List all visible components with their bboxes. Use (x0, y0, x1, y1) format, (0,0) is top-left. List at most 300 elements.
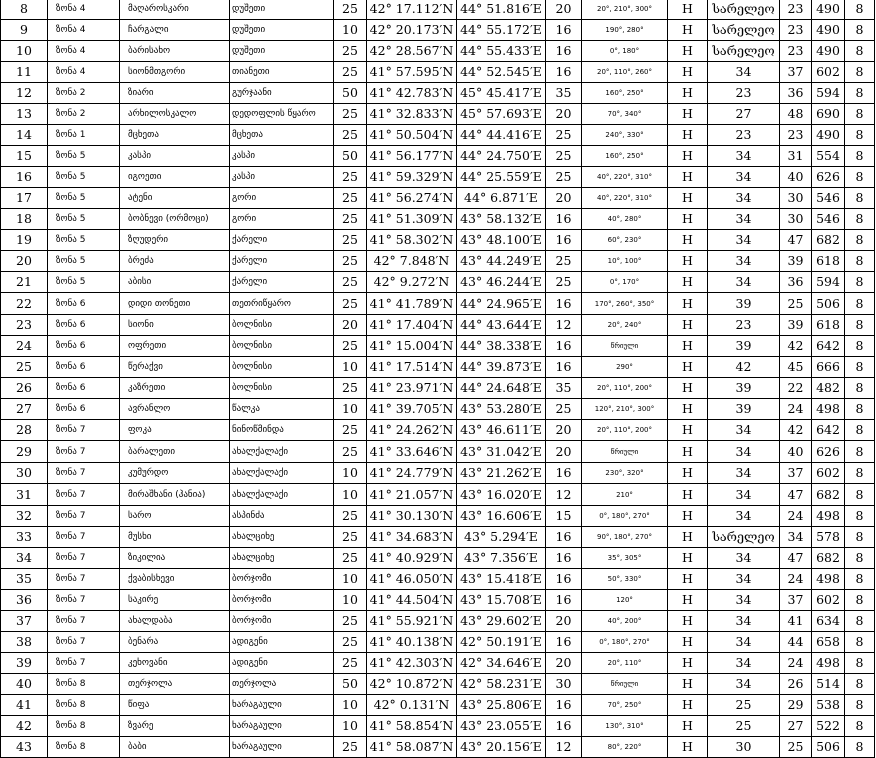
table-row (1, 209, 875, 230)
zone-cell: ზონა 7 (48, 548, 120, 569)
height-cell: 25 (334, 548, 367, 569)
channel-cell: 25 (708, 716, 780, 737)
channel-cell: 34 (708, 209, 780, 230)
table-row (1, 315, 875, 336)
polarization-cell: H (668, 463, 708, 484)
longitude-cell: 43° 21.262′E (457, 463, 546, 484)
azimuth-cell: 20°, 210°, 300° (582, 0, 668, 20)
channel-cell: 34 (708, 441, 780, 463)
frequency-cell: 682 (812, 484, 845, 506)
frequency-cell: 498 (812, 399, 845, 420)
polarization-cell: H (668, 41, 708, 62)
power-cell: 16 (546, 62, 582, 83)
latitude-cell: 41° 56.177′N (367, 146, 457, 167)
district-name: ბოლნისი (230, 315, 334, 336)
frequency-cell: 538 (812, 695, 845, 716)
frequency-cell: 498 (812, 506, 845, 527)
latitude-cell: 42° 17.112′N (367, 0, 457, 20)
channel-number-cell: 42 (780, 420, 812, 441)
location-name: ფოკა (120, 420, 230, 441)
value-cell: 8 (845, 611, 875, 632)
row-number: 29 (1, 441, 48, 463)
height-cell: 25 (334, 41, 367, 62)
polarization-cell: H (668, 272, 708, 293)
frequency-cell: 514 (812, 674, 845, 695)
latitude-cell: 41° 56.274′N (367, 188, 457, 209)
district-name: ქარელი (230, 251, 334, 272)
power-cell: 30 (546, 674, 582, 695)
height-cell: 25 (334, 632, 367, 653)
zone-cell: ზონა 4 (48, 20, 120, 41)
district-name: ბორჯომი (230, 611, 334, 632)
row-number: 10 (1, 41, 48, 62)
azimuth-cell: 80°, 220° (582, 737, 668, 758)
value-cell: 8 (845, 378, 875, 399)
frequency-cell: 642 (812, 336, 845, 357)
table-row (1, 463, 875, 484)
row-number: 23 (1, 315, 48, 336)
row-number: 31 (1, 484, 48, 506)
location-name: ზიარი (120, 83, 230, 104)
location-name: ატენი (120, 188, 230, 209)
channel-cell: 34 (708, 62, 780, 83)
longitude-cell: 44° 44.416′E (457, 125, 546, 146)
district-name: ახალციხე (230, 548, 334, 569)
power-cell: 16 (546, 716, 582, 737)
longitude-cell: 43° 46.611′E (457, 420, 546, 441)
zone-cell: ზონა 5 (48, 146, 120, 167)
channel-number-cell: 40 (780, 167, 812, 188)
power-cell: 16 (546, 41, 582, 62)
value-cell: 8 (845, 484, 875, 506)
value-cell: 8 (845, 548, 875, 569)
channel-cell: 34 (708, 272, 780, 293)
table-row (1, 251, 875, 272)
district-name: კასპი (230, 146, 334, 167)
channel-cell: 42 (708, 357, 780, 378)
power-cell: 20 (546, 188, 582, 209)
frequency-cell: 666 (812, 357, 845, 378)
row-number: 41 (1, 695, 48, 716)
district-name: თეთრიწყარო (230, 293, 334, 315)
frequency-cell: 594 (812, 272, 845, 293)
channel-cell: 34 (708, 653, 780, 674)
channel-cell: 34 (708, 146, 780, 167)
location-name: ბრეძა (120, 251, 230, 272)
zone-cell: ზონა 6 (48, 399, 120, 420)
latitude-cell: 41° 41.789′N (367, 293, 457, 315)
location-name: იგოეთი (120, 167, 230, 188)
channel-number-cell: 24 (780, 653, 812, 674)
polarization-cell: H (668, 399, 708, 420)
value-cell: 8 (845, 0, 875, 20)
height-cell: 25 (334, 653, 367, 674)
frequency-cell: 690 (812, 104, 845, 125)
latitude-cell: 41° 57.595′N (367, 62, 457, 83)
location-name: ქვაბისხევი (120, 569, 230, 590)
azimuth-cell: 170°, 260°, 350° (582, 293, 668, 315)
latitude-cell: 41° 58.302′N (367, 230, 457, 251)
channel-cell: 34 (708, 167, 780, 188)
longitude-cell: 43° 20.156′E (457, 737, 546, 758)
channel-cell: სარელეო (708, 41, 780, 62)
height-cell: 25 (334, 378, 367, 399)
power-cell: 25 (546, 125, 582, 146)
power-cell: 25 (546, 251, 582, 272)
azimuth-cell: 40°, 200° (582, 611, 668, 632)
channel-cell: 27 (708, 104, 780, 125)
azimuth-cell: 10°, 100° (582, 251, 668, 272)
channel-cell: 39 (708, 378, 780, 399)
frequency-cell: 618 (812, 315, 845, 336)
latitude-cell: 41° 58.087′N (367, 737, 457, 758)
frequency-cell: 490 (812, 20, 845, 41)
height-cell: 50 (334, 146, 367, 167)
azimuth-cell: 20°, 240° (582, 315, 668, 336)
table-row (1, 548, 875, 569)
longitude-cell: 42° 34.646′E (457, 653, 546, 674)
polarization-cell: H (668, 146, 708, 167)
row-number: 18 (1, 209, 48, 230)
latitude-cell: 41° 59.329′N (367, 167, 457, 188)
power-cell: 20 (546, 0, 582, 20)
azimuth-cell: 0°, 180° (582, 41, 668, 62)
latitude-cell: 41° 34.683′N (367, 527, 457, 548)
power-cell: 12 (546, 484, 582, 506)
location-name: სიონმთგორი (120, 62, 230, 83)
table-row (1, 0, 875, 20)
latitude-cell: 41° 23.971′N (367, 378, 457, 399)
row-number: 40 (1, 674, 48, 695)
latitude-cell: 41° 50.504′N (367, 125, 457, 146)
location-name: ბენარა (120, 632, 230, 653)
frequency-cell: 554 (812, 146, 845, 167)
table-row (1, 188, 875, 209)
frequency-cell: 682 (812, 230, 845, 251)
power-cell: 16 (546, 209, 582, 230)
frequency-cell: 626 (812, 167, 845, 188)
height-cell: 10 (334, 590, 367, 611)
azimuth-cell: 230°, 320° (582, 463, 668, 484)
longitude-cell: 42° 50.191′E (457, 632, 546, 653)
azimuth-cell: 160°, 250° (582, 146, 668, 167)
channel-cell: 34 (708, 590, 780, 611)
frequency-cell: 490 (812, 41, 845, 62)
district-name: თიანეთი (230, 62, 334, 83)
zone-cell: ზონა 2 (48, 83, 120, 104)
azimuth-cell: 120° (582, 590, 668, 611)
row-number: 16 (1, 167, 48, 188)
zone-cell: ზონა 4 (48, 62, 120, 83)
district-name: წალკა (230, 399, 334, 420)
latitude-cell: 41° 15.004′N (367, 336, 457, 357)
azimuth-cell: 60°, 230° (582, 230, 668, 251)
table-row (1, 62, 875, 83)
latitude-cell: 41° 40.138′N (367, 632, 457, 653)
longitude-cell: 44° 55.172′E (457, 20, 546, 41)
table-row (1, 125, 875, 146)
channel-number-cell: 47 (780, 484, 812, 506)
polarization-cell: H (668, 420, 708, 441)
longitude-cell: 43° 53.280′E (457, 399, 546, 420)
location-name: არხილოსკალო (120, 104, 230, 125)
value-cell: 8 (845, 20, 875, 41)
row-number: 36 (1, 590, 48, 611)
latitude-cell: 41° 24.262′N (367, 420, 457, 441)
longitude-cell: 44° 51.816′E (457, 0, 546, 20)
table-row (1, 611, 875, 632)
zone-cell: ზონა 5 (48, 188, 120, 209)
district-name: ხარაგაული (230, 695, 334, 716)
azimuth-cell: 240°, 330° (582, 125, 668, 146)
district-name: ბოლნისი (230, 378, 334, 399)
row-number: 15 (1, 146, 48, 167)
location-name: ზიკილია (120, 548, 230, 569)
table-row (1, 653, 875, 674)
azimuth-cell: წრიული (582, 674, 668, 695)
district-name: ნინოწმინდა (230, 420, 334, 441)
value-cell: 8 (845, 230, 875, 251)
table-row (1, 484, 875, 506)
value-cell: 8 (845, 41, 875, 62)
channel-number-cell: 37 (780, 463, 812, 484)
district-name: ბორჯომი (230, 590, 334, 611)
polarization-cell: H (668, 357, 708, 378)
channel-number-cell: 30 (780, 209, 812, 230)
channel-number-cell: 31 (780, 146, 812, 167)
polarization-cell: H (668, 590, 708, 611)
polarization-cell: H (668, 104, 708, 125)
value-cell: 8 (845, 632, 875, 653)
power-cell: 16 (546, 569, 582, 590)
value-cell: 8 (845, 695, 875, 716)
district-name: გორი (230, 188, 334, 209)
polarization-cell: H (668, 378, 708, 399)
location-name: მუსხი (120, 527, 230, 548)
value-cell: 8 (845, 188, 875, 209)
value-cell: 8 (845, 146, 875, 167)
value-cell: 8 (845, 104, 875, 125)
power-cell: 25 (546, 167, 582, 188)
frequency-cell: 602 (812, 62, 845, 83)
channel-cell: 39 (708, 336, 780, 357)
location-name: ოფრეთი (120, 336, 230, 357)
location-name: ბარისახო (120, 41, 230, 62)
frequency-cell: 546 (812, 188, 845, 209)
frequency-cell: 602 (812, 590, 845, 611)
latitude-cell: 42° 0.131′N (367, 695, 457, 716)
row-number: 17 (1, 188, 48, 209)
row-number: 34 (1, 548, 48, 569)
zone-cell: ზონა 7 (48, 420, 120, 441)
longitude-cell: 44° 43.644′E (457, 315, 546, 336)
district-name: ბოლნისი (230, 357, 334, 378)
frequency-cell: 578 (812, 527, 845, 548)
district-name: დუშეთი (230, 41, 334, 62)
azimuth-cell: 120°, 210°, 300° (582, 399, 668, 420)
power-cell: 16 (546, 548, 582, 569)
table-row (1, 272, 875, 293)
longitude-cell: 43° 16.020′E (457, 484, 546, 506)
longitude-cell: 44° 25.559′E (457, 167, 546, 188)
value-cell: 8 (845, 209, 875, 230)
row-number: 32 (1, 506, 48, 527)
table-row (1, 20, 875, 41)
location-name: ჩარგალი (120, 20, 230, 41)
channel-number-cell: 23 (780, 125, 812, 146)
height-cell: 25 (334, 209, 367, 230)
value-cell: 8 (845, 125, 875, 146)
polarization-cell: H (668, 506, 708, 527)
height-cell: 25 (334, 441, 367, 463)
location-name: ახალდაბა (120, 611, 230, 632)
power-cell: 16 (546, 590, 582, 611)
table-row (1, 506, 875, 527)
height-cell: 25 (334, 167, 367, 188)
longitude-cell: 43° 44.249′E (457, 251, 546, 272)
channel-cell: 34 (708, 188, 780, 209)
value-cell: 8 (845, 399, 875, 420)
longitude-cell: 42° 58.231′E (457, 674, 546, 695)
height-cell: 25 (334, 293, 367, 315)
power-cell: 20 (546, 104, 582, 125)
channel-number-cell: 39 (780, 315, 812, 336)
table-row (1, 83, 875, 104)
channel-cell: 34 (708, 569, 780, 590)
height-cell: 10 (334, 716, 367, 737)
channel-cell: 39 (708, 399, 780, 420)
power-cell: 25 (546, 146, 582, 167)
location-name: სიონი (120, 315, 230, 336)
height-cell: 10 (334, 463, 367, 484)
row-number: 43 (1, 737, 48, 758)
channel-number-cell: 47 (780, 230, 812, 251)
table-row (1, 527, 875, 548)
polarization-cell: H (668, 716, 708, 737)
table-row (1, 357, 875, 378)
channel-cell: 34 (708, 506, 780, 527)
value-cell: 8 (845, 315, 875, 336)
height-cell: 25 (334, 62, 367, 83)
polarization-cell: H (668, 251, 708, 272)
value-cell: 8 (845, 272, 875, 293)
channel-number-cell: 36 (780, 83, 812, 104)
power-cell: 16 (546, 20, 582, 41)
longitude-cell: 44° 6.871′E (457, 188, 546, 209)
location-name: ბაბი (120, 737, 230, 758)
location-name: თერჯოლა (120, 674, 230, 695)
row-number: 30 (1, 463, 48, 484)
district-name: ბორჯომი (230, 569, 334, 590)
azimuth-cell: 40°, 220°, 310° (582, 188, 668, 209)
latitude-cell: 41° 39.705′N (367, 399, 457, 420)
district-name: ქარელი (230, 272, 334, 293)
zone-cell: ზონა 5 (48, 209, 120, 230)
value-cell: 8 (845, 463, 875, 484)
location-name: ბარალეთი (120, 441, 230, 463)
longitude-cell: 43° 31.042′E (457, 441, 546, 463)
polarization-cell: H (668, 167, 708, 188)
channel-number-cell: 44 (780, 632, 812, 653)
azimuth-cell: 0°, 180°, 270° (582, 632, 668, 653)
zone-cell: ზონა 6 (48, 378, 120, 399)
power-cell: 16 (546, 463, 582, 484)
longitude-cell: 43° 25.806′E (457, 695, 546, 716)
row-number: 24 (1, 336, 48, 357)
frequency-cell: 658 (812, 632, 845, 653)
zone-cell: ზონა 7 (48, 484, 120, 506)
value-cell: 8 (845, 83, 875, 104)
zone-cell: ზონა 6 (48, 293, 120, 315)
channel-number-cell: 48 (780, 104, 812, 125)
zone-cell: ზონა 8 (48, 695, 120, 716)
polarization-cell: H (668, 674, 708, 695)
channel-number-cell: 29 (780, 695, 812, 716)
longitude-cell: 43° 48.100′E (457, 230, 546, 251)
longitude-cell: 43° 15.708′E (457, 590, 546, 611)
table-row (1, 569, 875, 590)
location-name: კეხოვანი (120, 653, 230, 674)
power-cell: 16 (546, 527, 582, 548)
value-cell: 8 (845, 506, 875, 527)
longitude-cell: 43° 16.606′E (457, 506, 546, 527)
value-cell: 8 (845, 62, 875, 83)
frequency-cell: 522 (812, 716, 845, 737)
frequency-cell: 594 (812, 83, 845, 104)
channel-cell: 25 (708, 695, 780, 716)
table-row (1, 399, 875, 420)
frequency-cell: 506 (812, 293, 845, 315)
power-cell: 35 (546, 83, 582, 104)
polarization-cell: H (668, 632, 708, 653)
row-number: 38 (1, 632, 48, 653)
azimuth-cell: 20°, 110° (582, 653, 668, 674)
zone-cell: ზონა 7 (48, 590, 120, 611)
zone-cell: ზონა 7 (48, 527, 120, 548)
zone-cell: ზონა 7 (48, 569, 120, 590)
zone-cell: ზონა 6 (48, 357, 120, 378)
azimuth-cell: 0°, 180°, 270° (582, 506, 668, 527)
polarization-cell: H (668, 695, 708, 716)
location-name: სარო (120, 506, 230, 527)
azimuth-cell: 290° (582, 357, 668, 378)
row-number: 26 (1, 378, 48, 399)
power-cell: 12 (546, 315, 582, 336)
polarization-cell: H (668, 548, 708, 569)
height-cell: 25 (334, 506, 367, 527)
zone-cell: ზონა 4 (48, 0, 120, 20)
location-name: კუმურდო (120, 463, 230, 484)
table-row (1, 590, 875, 611)
value-cell: 8 (845, 590, 875, 611)
row-number: 28 (1, 420, 48, 441)
latitude-cell: 42° 9.272′N (367, 272, 457, 293)
azimuth-cell: წრიული (582, 441, 668, 463)
channel-number-cell: 24 (780, 569, 812, 590)
height-cell: 20 (334, 315, 367, 336)
district-name: ბოლნისი (230, 336, 334, 357)
polarization-cell: H (668, 653, 708, 674)
longitude-cell: 44° 24.648′E (457, 378, 546, 399)
longitude-cell: 44° 55.433′E (457, 41, 546, 62)
height-cell: 25 (334, 737, 367, 758)
location-name: მცხეთა (120, 125, 230, 146)
channel-cell: 34 (708, 548, 780, 569)
latitude-cell: 41° 17.404′N (367, 315, 457, 336)
azimuth-cell: 130°, 310° (582, 716, 668, 737)
polarization-cell: H (668, 737, 708, 758)
longitude-cell: 44° 52.545′E (457, 62, 546, 83)
